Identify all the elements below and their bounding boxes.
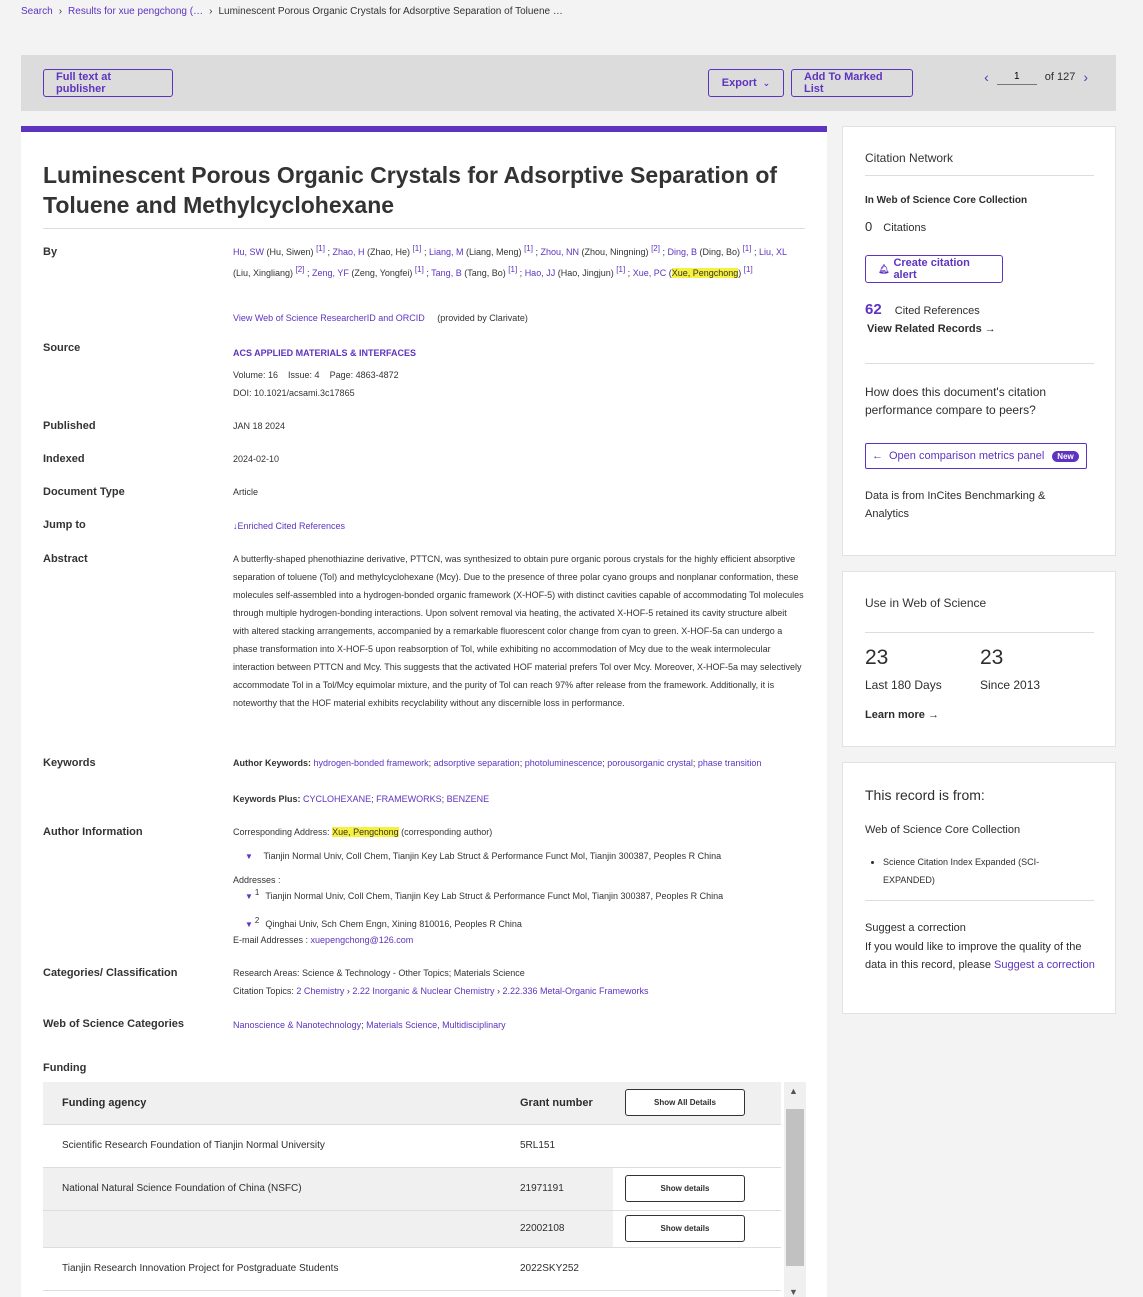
- index-list: [883, 853, 1083, 889]
- author-keyword-item[interactable]: adsorptive separation: [433, 758, 520, 768]
- scroll-thumb[interactable]: [786, 1109, 804, 1266]
- address-text: Tianjin Normal Univ, Coll Chem, Tianjin Key Lab Struct & Performance Funct Mol, Tianjin 300387, Peoples R China: [265, 891, 724, 901]
- author-keyword-item[interactable]: photoluminescence: [524, 758, 603, 768]
- suggest-correction-link[interactable]: Suggest a correction: [994, 959, 1095, 971]
- author-keyword-item[interactable]: porousorganic crystal: [607, 758, 693, 768]
- record-source-panel: [842, 762, 1116, 1014]
- author-link[interactable]: Liang, M: [428, 247, 464, 257]
- funding-agency: Scientific Research Foundation of Tianjin Normal University: [62, 1140, 325, 1151]
- author-affiliation-ref[interactable]: [1]: [524, 244, 533, 253]
- author-affiliation-ref[interactable]: [1]: [616, 265, 626, 274]
- address-number: 2: [254, 916, 260, 925]
- usage-since-label: Since 2013: [980, 678, 1041, 692]
- record-toolbar: [21, 55, 1116, 111]
- author-affiliation-ref[interactable]: [1]: [743, 265, 753, 274]
- author-link[interactable]: Hu, SW: [233, 247, 265, 257]
- author-keyword-item[interactable]: hydrogen-bonded framework: [313, 758, 429, 768]
- usage-180-label: Last 180 Days: [865, 678, 942, 692]
- author-info-label: Author Information: [43, 826, 143, 838]
- record-card: [21, 126, 827, 1297]
- record-from-title: This record is from:: [865, 787, 985, 803]
- chevron-down-icon: ⌄: [762, 77, 771, 88]
- divider: [865, 632, 1094, 633]
- scroll-down-icon[interactable]: ▼: [789, 1287, 798, 1297]
- author-affiliation-ref[interactable]: [2]: [295, 265, 305, 274]
- author-affiliation-ref[interactable]: [2]: [651, 244, 660, 253]
- author-fullname: (Liu, Xingliang): [233, 268, 294, 278]
- author-fullname: (Zhao, He): [367, 247, 411, 257]
- address-row: [245, 884, 723, 906]
- pagination: [984, 69, 1088, 85]
- journal-link[interactable]: ACS APPLIED MATERIALS & INTERFACES: [233, 348, 417, 358]
- suggest-title: Suggest a correction: [865, 922, 966, 934]
- author-fullname: (Tang, Bo): [464, 268, 506, 278]
- wos-categories: Nanoscience & Nanotechnology; Materials Science, Multidisciplinary: [233, 1020, 506, 1030]
- author-link[interactable]: Zeng, YF: [311, 268, 349, 278]
- breadcrumb-results[interactable]: Results for xue pengchong (…: [68, 6, 204, 17]
- author-link[interactable]: Tang, B: [431, 268, 462, 278]
- wos-category-link[interactable]: Nanoscience & Nanotechnology: [233, 1020, 362, 1030]
- page-title: Luminescent Porous Organic Crystals for Adsorptive Separation of Toluene and Methylcyclohexane: [43, 162, 778, 218]
- abstract-text: A butterfly-shaped phenothiazine derivative, PTTCN, was synthesized to obtain pure organic porous crystals for the highly efficient absorptive separation of toluene (Tol) and methylcyclohexane (Mcy). Due to the presence of three polar cyano groups and nonplanar conformation, these molecules self-assembled into a hydrogen-bonded organic framework (X-HOF-5) with distinct cavities capable of accommodating Tol molecules through multiple hydrogen-bonding interactions. Upon solvent removal via heating, the activated X-HOF-5 retained its cavity structure albeit with altered stacking arrangements, accompanied by a remarkable fluorescent color change from cyan to green. X-HOF-5a can undergo a phase transformation into X-HOF-5 upon reabsorption of Tol, while exhibiting no accommodation of Mcy due to the weak intermolecular interaction between PTTCN and Mcy. This suggests that the activated HOF material prefers Tol over Mcy. Moreover, X-HOF-5a may selectively accommodate Tol in a Tol/Mcy equimolar mixture, and the purity of Tol can reach 97% after release from the framework. Additionally, it is noteworthy that the HOF material exhibits recyclability without any discernible loss in performance.: [233, 554, 804, 708]
- table-row: [43, 1168, 781, 1211]
- keywords-label: Keywords: [43, 757, 96, 769]
- funding-table: [43, 1082, 806, 1297]
- doi: DOI: 10.1021/acsami.3c17865: [233, 388, 355, 398]
- citations-row: 0 Citations: [865, 219, 927, 234]
- grant-number: 5RL151: [520, 1140, 556, 1151]
- citation-topic-link[interactable]: 2 Chemistry: [296, 986, 345, 996]
- doctype: Article: [233, 487, 259, 497]
- funding-agency: National Natural Science Foundation of China (NSFC): [62, 1183, 302, 1194]
- create-citation-alert-button[interactable]: 🔔︎ Create citation alert: [865, 255, 1003, 283]
- view-related-records-link[interactable]: View Related Records →: [867, 323, 996, 335]
- scroll-up-icon[interactable]: ▲: [789, 1086, 798, 1096]
- address-number: 1: [254, 888, 260, 897]
- index-item: • Science Citation Index Expanded (SCI-EXPANDED): [883, 853, 1083, 889]
- collection-label: In Web of Science Core Collection: [865, 195, 1028, 206]
- usage-panel: [842, 571, 1116, 747]
- chevron-left-icon[interactable]: ‹: [984, 69, 989, 85]
- indexed-label: Indexed: [43, 453, 85, 465]
- table-row: [43, 1125, 781, 1168]
- divider: [865, 900, 1094, 901]
- funding-agency: Tianjin Research Innovation Project for Postgraduate Students: [62, 1263, 339, 1274]
- add-to-marked-list-button[interactable]: Add To Marked List: [791, 69, 913, 97]
- by-label: By: [43, 246, 58, 258]
- data-source-note: Data is from InCites Benchmarking & Analytics: [865, 490, 1046, 520]
- keyword-plus-item[interactable]: BENZENE: [446, 794, 490, 804]
- usage-since-count: 23: [980, 646, 1004, 669]
- volume-row: Volume: 16 Issue: 4 Page: 4863-4872: [233, 370, 399, 380]
- scrollbar[interactable]: [784, 1082, 806, 1297]
- jump-label: Jump to: [43, 519, 86, 531]
- author-fullname: (Hu, Siwen): [266, 247, 314, 257]
- categories-label: Categories/ Classification: [43, 967, 178, 979]
- corresponding-name: Xue, Pengchong: [332, 827, 399, 837]
- col-grant: Grant number: [520, 1097, 593, 1109]
- breadcrumb-current: Luminescent Porous Organic Crystals for Adsorptive Separation of Toluene …: [218, 6, 563, 17]
- citation-topic-link[interactable]: 2.22.336 Metal-Organic Frameworks: [502, 986, 649, 996]
- usage-title: Use in Web of Science: [865, 596, 987, 610]
- email-link[interactable]: xuepengchong@126.com: [310, 935, 414, 945]
- full-text-button[interactable]: Full text at publisher: [43, 69, 173, 97]
- corresponding-address: Corresponding Address: Xue, Pengchong (corresponding author): [233, 827, 493, 837]
- arrow-right-icon: →: [984, 323, 996, 335]
- funding-label: Funding: [43, 1062, 87, 1074]
- chevron-right-icon: ›: [209, 6, 213, 17]
- show-details-button[interactable]: Show details: [625, 1215, 745, 1242]
- published-date: JAN 18 2024: [233, 421, 286, 431]
- table-row: [43, 1211, 781, 1248]
- researcher-id-link[interactable]: View Web of Science ResearcherID and ORCID: [233, 313, 425, 323]
- chevron-right-icon: ›: [344, 986, 353, 996]
- keyword-plus-item[interactable]: FRAMEWORKS: [376, 794, 442, 804]
- abstract-label: Abstract: [43, 553, 88, 565]
- citation-network-panel: [842, 126, 1116, 556]
- col-agency: Funding agency: [62, 1097, 147, 1109]
- address-text: Qinghai Univ, Sch Chem Engn, Xining 810016, Peoples R China: [265, 919, 522, 929]
- email-row: E-mail Addresses : xuepengchong@126.com: [233, 935, 414, 945]
- provided-by: (provided by Clarivate): [437, 313, 528, 323]
- published-label: Published: [43, 420, 96, 432]
- author-affiliation-ref[interactable]: [1]: [508, 265, 518, 274]
- author-link[interactable]: Liu, XL: [758, 247, 787, 257]
- show-all-details-button[interactable]: Show All Details: [625, 1089, 745, 1116]
- breadcrumb: [21, 6, 563, 17]
- citation-topics: [233, 982, 803, 1000]
- grant-number: 22002108: [520, 1223, 565, 1234]
- author-affiliation-ref[interactable]: [1]: [414, 265, 424, 274]
- cited-references-row: 62 Cited References: [865, 301, 980, 318]
- export-button[interactable]: [708, 69, 784, 97]
- caret-down-icon[interactable]: ▼: [245, 920, 253, 929]
- compare-question: How does this document's citation performance compare to peers?: [865, 385, 1047, 417]
- divider: [865, 175, 1094, 176]
- record-collection: Web of Science Core Collection: [865, 824, 1021, 836]
- chevron-right-icon: ›: [494, 986, 503, 996]
- author-fullname: (Liang, Meng): [466, 247, 522, 257]
- author-fullname: (Hao, Jingjun): [557, 268, 614, 278]
- author-link[interactable]: Zhao, H: [332, 247, 365, 257]
- new-badge: New: [1052, 451, 1078, 462]
- suggest-text: If you would like to improve the quality of the data in this record, please Suggest a correction: [865, 941, 1095, 971]
- author-affiliation-ref[interactable]: [1]: [742, 244, 752, 253]
- grant-number: 2022SKY252: [520, 1263, 579, 1274]
- chevron-right-icon[interactable]: ›: [1083, 69, 1088, 85]
- author-link[interactable]: Xue, PC: [632, 268, 667, 278]
- chevron-right-icon: ›: [58, 6, 63, 17]
- author-link[interactable]: Zhou, NN: [540, 247, 579, 257]
- author-fullname: (Ding, Bo): [699, 247, 741, 257]
- citation-topics-label: Citation Topics:: [233, 986, 294, 996]
- author-list: Hu, SW (Hu, Siwen) [1] ; Zhao, H (Zhao, He) [1] ; Liang, M (Liang, Meng) [1] ; Zhou, NN (Zhou, Ningning) [2] ; Ding, B (Ding, Bo) [1] ; Liu, XL (Liu, Xingliang) [2] ; Zeng, YF (Zeng, Yongfei) [1] ; Tang, B (Tang, Bo) [1] ; Hao, JJ (Hao, Jingjun) [1] ; Xue, PC (Xue, Pengchong) [1]: [233, 244, 787, 278]
- open-metrics-panel-button[interactable]: ← Open comparison metrics panel New: [865, 443, 1087, 469]
- research-areas: Research Areas: Science & Technology - Other Topics; Materials Science: [233, 968, 525, 978]
- author-keyword-label: Author Keywords:: [233, 758, 312, 768]
- author-keyword-item[interactable]: phase transition: [697, 758, 762, 768]
- researcher-row: [233, 309, 528, 327]
- author-affiliation-ref[interactable]: [1]: [316, 244, 325, 253]
- table-row: [43, 1248, 781, 1291]
- author-link[interactable]: Ding, B: [667, 247, 698, 257]
- author-fullname: (Zeng, Yongfei): [351, 268, 413, 278]
- show-details-button[interactable]: Show details: [625, 1175, 745, 1202]
- author-link[interactable]: Hao, JJ: [524, 268, 556, 278]
- caret-down-icon[interactable]: ▼: [245, 852, 253, 861]
- wos-category-link[interactable]: Materials Science, Multidisciplinary: [366, 1020, 506, 1030]
- citation-network-title: Citation Network: [865, 151, 954, 165]
- page-total: of 127: [1044, 71, 1076, 83]
- export-label: Export: [721, 77, 757, 89]
- caret-down-icon[interactable]: ▼: [245, 892, 253, 901]
- doctype-label: Document Type: [43, 486, 125, 498]
- arrow-down-icon: ↓: [233, 521, 238, 531]
- author-fullname: (Zhou, Ningning): [581, 247, 649, 257]
- addresses-label: Addresses :: [233, 875, 281, 885]
- keywords-plus: Keywords Plus: CYCLOHEXANE; FRAMEWORKS; BENZENE: [233, 794, 490, 804]
- source-label: Source: [43, 342, 81, 354]
- author-keywords: Author Keywords: hydrogen-bonded framework; adsorptive separation; photoluminescence; porousorganic crystal; phase transition: [233, 758, 762, 768]
- indexed-date: 2024-02-10: [233, 454, 280, 464]
- wos-categories-label: Web of Science Categories: [43, 1018, 185, 1030]
- keyword-plus-item[interactable]: CYCLOHEXANE: [303, 794, 372, 804]
- divider: [865, 363, 1094, 364]
- arrow-left-icon: ←: [872, 450, 883, 462]
- learn-more-link[interactable]: Learn more →: [865, 709, 939, 721]
- arrow-right-icon: →: [927, 709, 939, 721]
- table-header: [43, 1082, 781, 1125]
- author-affiliation-ref[interactable]: [1]: [412, 244, 422, 253]
- keyword-plus-label: Keywords Plus:: [233, 794, 301, 804]
- author-fullname-highlight: Xue, Pengchong: [671, 268, 739, 278]
- breadcrumb-search[interactable]: Search: [21, 6, 53, 17]
- jump-link[interactable]: ↓Enriched Cited References: [233, 521, 346, 531]
- divider: [43, 228, 805, 229]
- usage-180-count: 23: [865, 646, 889, 669]
- cited-references-count[interactable]: 62: [865, 301, 882, 318]
- citation-topic-link[interactable]: 2.22 Inorganic & Nuclear Chemistry: [352, 986, 495, 996]
- corr-address-row: ▼ Tianjin Normal Univ, Coll Chem, Tianjin Key Lab Struct & Performance Funct Mol, Tianjin 300387, Peoples R China: [245, 851, 722, 861]
- grant-number: 21971191: [520, 1183, 564, 1194]
- page-number-input[interactable]: [997, 69, 1037, 85]
- bell-icon: 🔔︎: [878, 263, 890, 274]
